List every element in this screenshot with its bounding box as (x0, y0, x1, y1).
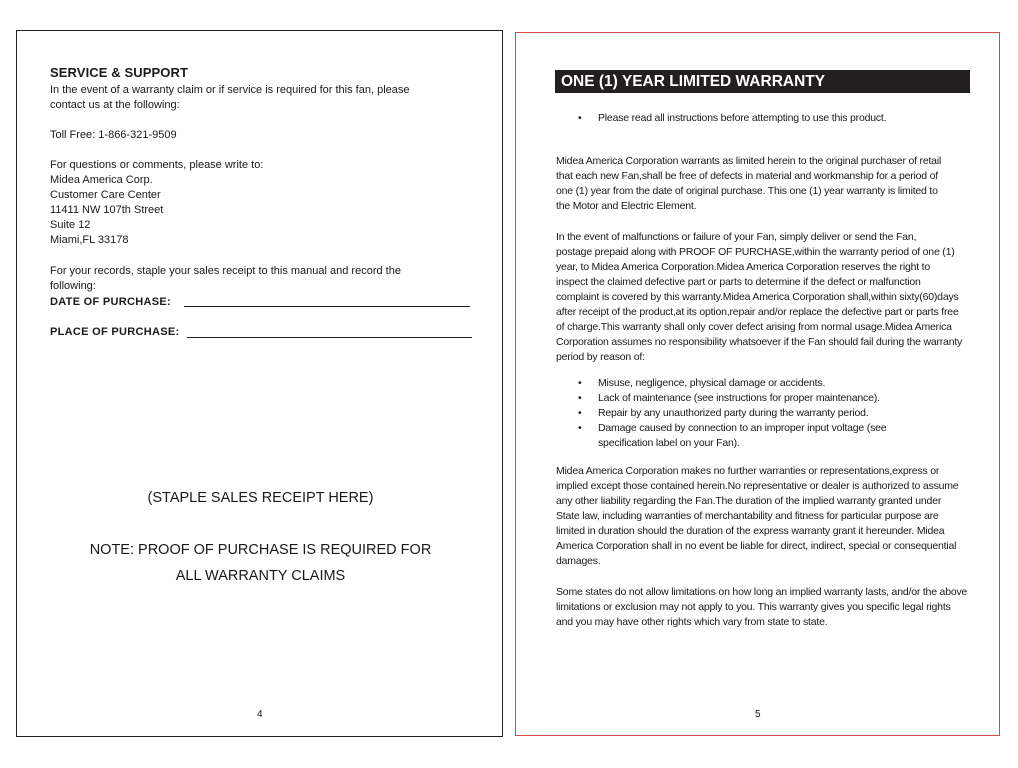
warranty-paragraph-2 (556, 230, 974, 365)
address-block (50, 158, 470, 248)
service-support-heading: SERVICE & SUPPORT (50, 65, 188, 80)
paragraph-line: America Corporation shall in no event be liable for direct, indirect, special or consequential (556, 540, 957, 552)
paragraph-line: Some states do not allow limitations on how long an implied warranty lasts, and/or the above (556, 586, 968, 598)
address-line: Suite 12 (50, 219, 91, 231)
proof-note-line: NOTE: PROOF OF PURCHASE IS REQUIRED FOR (89, 542, 432, 558)
proof-of-purchase-note (17, 537, 504, 589)
toll-free-number: Toll Free: 1-866-321-9509 (50, 129, 177, 141)
records-line: following: (50, 280, 96, 292)
warranty-paragraph-3 (556, 464, 974, 569)
exclusion-item (556, 391, 974, 406)
paragraph-line: State law, including warranties of merchantability and fitness for particular purpose are (556, 510, 939, 522)
bullet-icon: • (578, 422, 582, 434)
page-number: 5 (755, 709, 761, 720)
staple-receipt-note: (STAPLE SALES RECEIPT HERE) (147, 490, 374, 506)
paragraph-line: damages. (556, 555, 601, 567)
paragraph-line: after receipt of the product,at its option,repair and/or replace the defective part or parts free (556, 306, 959, 318)
address-line: 11411 NW 107th Street (50, 204, 164, 216)
exclusion-text: Damage caused by connection to an improper input voltage (see specification label on your Fan). (598, 422, 887, 449)
paragraph-line: the Motor and Electric Element. (556, 200, 697, 212)
service-intro (50, 83, 470, 113)
right-page (515, 32, 1000, 736)
place-of-purchase-line[interactable] (187, 337, 472, 338)
paragraph-line: complaint is covered by this warranty.Midea America Corporation shall,within sixty(60)days (556, 291, 959, 303)
exclusion-text: Lack of maintenance (see instructions for proper maintenance). (598, 392, 880, 404)
write-to-line: For questions or comments, please write to: (50, 159, 264, 171)
bullet-icon: • (578, 392, 582, 404)
paragraph-line: limitations or exclusion may not apply to you. This warranty gives you specific legal rights (556, 601, 951, 613)
paragraph-line: any other liability regarding the Fan.The duration of the implied warranty granted under (556, 495, 942, 507)
paragraph-line: period by reason of: (556, 351, 645, 363)
service-intro-line: contact us at the following: (50, 99, 180, 111)
paragraph-line: of charge.This warranty shall only cover defect arising from normal usage.Midea America (556, 321, 952, 333)
records-line: For your records, staple your sales receipt to this manual and record the (50, 265, 401, 277)
date-of-purchase-label: DATE OF PURCHASE: (50, 296, 172, 308)
exclusion-item (556, 376, 974, 391)
paragraph-line: Midea America Corporation makes no further warranties or representations,express or (556, 465, 940, 477)
paragraph-line: one (1) year from the date of original purchase. This one (1) year warranty is limited to (556, 185, 938, 197)
bullet-icon: • (578, 112, 582, 124)
paragraph-line: year, to Midea America Corporation.Midea America Corporation reserves the right to (556, 261, 931, 273)
bullet-icon: • (578, 377, 582, 389)
paragraph-line: inspect the claimed defective part or parts to determine if the defect or malfunction (556, 276, 921, 288)
warranty-paragraph-4 (556, 585, 974, 630)
exclusion-text: Repair by any unauthorized party during the warranty period. (598, 407, 869, 419)
bullet-icon: • (578, 407, 582, 419)
paragraph-line: implied except those contained herein.No representative or dealer is authorized to assume (556, 480, 959, 492)
warranty-title-bar: ONE (1) YEAR LIMITED WARRANTY (555, 70, 970, 93)
warranty-paragraph-1 (556, 154, 974, 214)
address-line: Miami,FL 33178 (50, 234, 129, 246)
proof-note-line: ALL WARRANTY CLAIMS (175, 568, 346, 584)
exclusions-list (556, 376, 974, 451)
exclusion-text: Misuse, negligence, physical damage or accidents. (598, 377, 826, 389)
address-line: Midea America Corp. (50, 174, 153, 186)
exclusion-item (556, 421, 928, 451)
records-instruction (50, 264, 470, 294)
left-page (16, 30, 503, 737)
date-of-purchase-line[interactable] (184, 306, 470, 307)
paragraph-line: In the event of malfunctions or failure of your Fan, simply deliver or send the Fan, (556, 231, 917, 243)
service-intro-line: In the event of a warranty claim or if service is required for this fan, please (50, 84, 410, 96)
paragraph-line: Corporation assumes no responsibility whatsoever if the Fan should fail during the warranty (556, 336, 963, 348)
paragraph-line: postage prepaid along with PROOF OF PURCHASE,within the warranty period of one (1) (556, 246, 955, 258)
read-instructions-text: Please read all instructions before attempting to use this product. (598, 112, 887, 124)
paragraph-line: Midea America Corporation warrants as limited herein to the original purchaser of retail (556, 155, 942, 167)
exclusion-item (556, 406, 974, 421)
paragraph-line: and you may have other rights which vary from state to state. (556, 616, 828, 628)
read-instructions-item (556, 111, 974, 126)
paragraph-line: limited in duration should the duration of the express warranty grant it hereunder. Midea (556, 525, 945, 537)
address-line: Customer Care Center (50, 189, 161, 201)
paragraph-line: that each new Fan,shall be free of defects in material and workmanship for a period of (556, 170, 939, 182)
page-number: 4 (257, 709, 263, 720)
place-of-purchase-label: PLACE OF PURCHASE: (50, 326, 180, 338)
